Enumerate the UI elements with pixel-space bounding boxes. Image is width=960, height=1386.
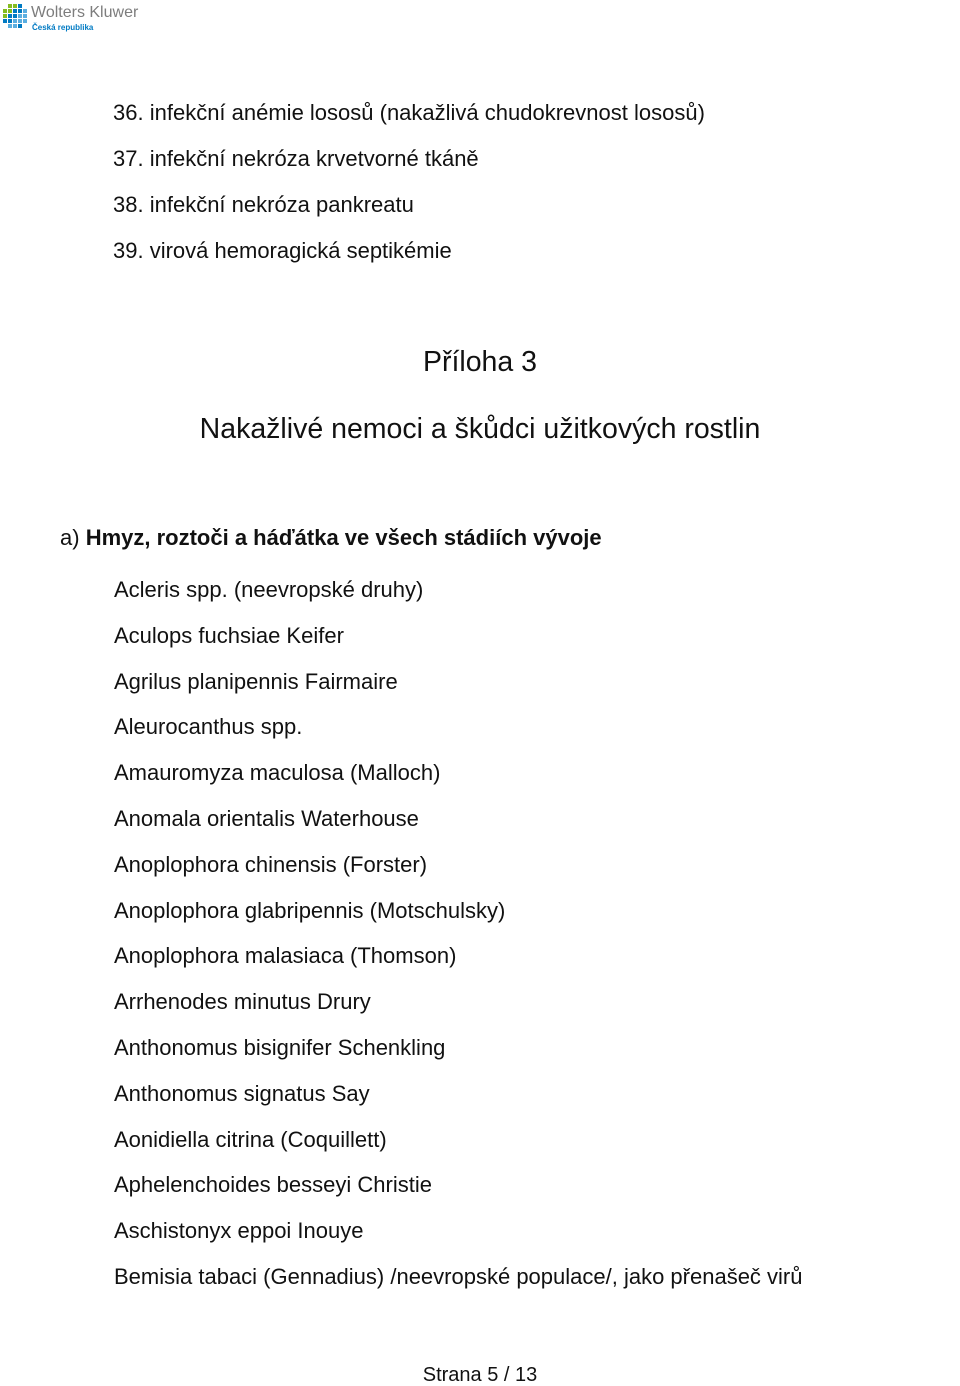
page-number: Strana 5 / 13 [422,1364,538,1386]
pest-list-item: Acleris spp. (neevropské druhy) [114,577,424,602]
list-item-text: infekční nekróza pankreatu [149,192,414,217]
logo-region-label: Česká republika [32,23,94,32]
wolters-kluwer-logo [0,0,150,36]
section-marker: a) [60,525,80,550]
disease-list-item [113,182,705,228]
disease-list-item [113,90,705,136]
list-item-text: infekční anémie lososů (nakažlivá chudokrevnost lososů) [149,100,705,125]
annex-title: Příloha 3 [422,346,538,378]
disease-list-item [113,228,705,274]
disease-list [113,90,705,274]
list-item-text: virová hemoragická septikémie [149,238,452,263]
pest-list-item: Aschistonyx eppoi Inouye [114,1218,364,1244]
pest-list-item: Aphelenchoides besseyi Christie [114,1172,432,1198]
pest-list-item: Anthonomus signatus Say [114,1080,370,1106]
list-item-number: 38. [113,192,144,217]
wolters-kluwer-logo-icon [3,4,27,28]
pest-list-item: Anomala orientalis Waterhouse [114,805,419,831]
pest-list-item: Arrhenodes minutus Drury [114,989,371,1015]
pest-list-item: Amauromyza maculosa (Malloch) [114,760,441,786]
list-item-number: 37. [113,146,144,171]
pest-list-item: Agrilus planipennis Fairmaire [114,668,398,694]
pest-list [114,567,803,1300]
pest-list-item: Anoplophora malasiaca (Thomson) [114,943,457,969]
pest-list-item: Anthonomus bisignifer Schenkling [114,1034,446,1060]
list-item-text: infekční nekróza krvetvorné tkáně [149,146,479,171]
pest-list-item: Aonidiella citrina (Coquillett) [114,1126,387,1152]
disease-list-item [113,136,705,182]
annex-subtitle: Nakažlivé nemoci a škůdci užitkových rostlin [199,413,761,445]
pest-list-item: Bemisia tabaci (Gennadius) /neevropské populace/, jako přenašeč virů [114,1263,803,1289]
pest-list-item: Aleurocanthus spp. [114,714,303,740]
section-heading-text: Hmyz, roztoči a háďátka ve všech stádiích vývoje [85,525,602,550]
logo-brand-name: Wolters Kluwer [31,4,139,21]
section-heading [60,515,602,561]
pest-list-item: Anoplophora chinensis (Forster) [114,851,428,877]
pest-list-item: Aculops fuchsiae Keifer [114,622,344,648]
pest-list-item: Anoplophora glabripennis (Motschulsky) [114,897,506,923]
list-item-number: 36. [113,100,144,125]
list-item-number: 39. [113,238,144,263]
